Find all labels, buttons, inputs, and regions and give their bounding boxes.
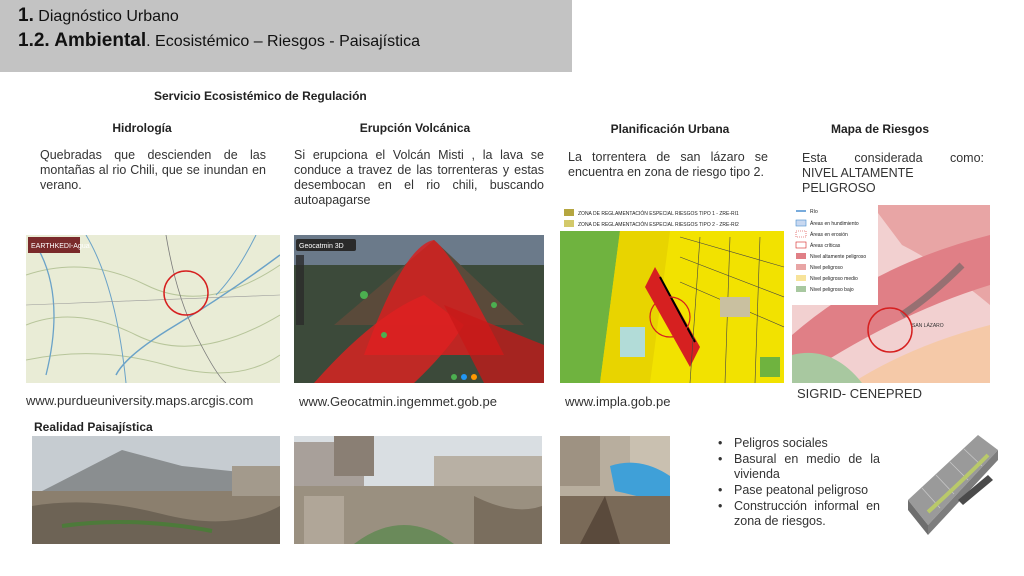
svg-text:Áreas en hundimiento: Áreas en hundimiento — [810, 221, 859, 227]
volcano-lava-map — [294, 235, 544, 383]
source-mapa-riesgos: SIGRID- CENEPRED — [797, 386, 922, 401]
landscape-photo-2 — [294, 436, 542, 544]
source-hidrologia: www.purdueuniversity.maps.arcgis.com — [26, 393, 254, 408]
title-erupcion: Erupción Volcánica — [359, 121, 471, 135]
title-hidrologia: Hidrología — [112, 121, 172, 135]
block-3d-illustration — [898, 430, 1006, 542]
title-mapa-riesgos: Mapa de Riesgos — [830, 122, 930, 136]
source-erupcion: www.Geocatmin.ingemmet.gob.pe — [299, 394, 497, 409]
svg-text:Río: Río — [810, 209, 818, 215]
hydrology-map — [26, 235, 280, 383]
landscape-photo-3 — [560, 436, 670, 544]
svg-text:Nivel altamente peligroso: Nivel altamente peligroso — [810, 254, 867, 260]
title-planificacion: Planificación Urbana — [610, 122, 730, 136]
desc-hidrologia: Quebradas que descienden de las montañas al rio Chili, que se inundan en verano. — [40, 148, 266, 192]
svg-text:Áreas en erosión: Áreas en erosión — [810, 232, 848, 238]
svg-text:Áreas críticas: Áreas críticas — [810, 243, 841, 249]
risk-map — [792, 205, 990, 383]
svg-text:EARTHKEDI-Agua: EARTHKEDI-Agua — [31, 243, 90, 250]
landscape-photo-1 — [32, 436, 280, 544]
svg-text:Geocatmin 3D: Geocatmin 3D — [299, 243, 344, 250]
realidad-title: Realidad Paisajística — [34, 420, 153, 434]
desc-planificacion: La torrentera de san lázaro se encuentra en zona de riesgo tipo 2. — [568, 150, 768, 179]
list-item: • Peligros sociales — [718, 436, 880, 451]
svg-text:Nivel peligroso bajo: Nivel peligroso bajo — [810, 287, 854, 293]
list-item: • Basural en medio de la vivienda — [718, 452, 880, 482]
list-item: • Construcción informal en zona de riesgos. — [718, 499, 880, 529]
svg-text:SAN LÁZARO: SAN LÁZARO — [912, 323, 944, 329]
observations-list — [718, 436, 880, 530]
source-planificacion: www.impla.gob.pe — [565, 394, 671, 409]
list-item: • Pase peatonal peligroso — [718, 483, 880, 498]
svg-text:Nivel peligroso: Nivel peligroso — [810, 265, 843, 271]
svg-text:ZONA DE REGLAMENTACIÓN ESPECIA: ZONA DE REGLAMENTACIÓN ESPECIAL RIESGOS TIPO 2 - ZRE-RI2 — [578, 222, 739, 228]
section-title: Servicio Ecosistémico de Regulación — [154, 89, 367, 103]
header-banner — [0, 0, 572, 72]
header-line-1: 1. Diagnóstico Urbano — [18, 5, 179, 26]
svg-text:Nivel peligroso medio: Nivel peligroso medio — [810, 276, 858, 282]
svg-text:ZONA DE REGLAMENTACIÓN ESPECIA: ZONA DE REGLAMENTACIÓN ESPECIAL RIESGOS TIPO 1 - ZRE-RI1 — [578, 211, 739, 217]
header-line-2: 1.2. Ambiental. Ecosistémico – Riesgos - Paisajística — [18, 30, 420, 51]
desc-mapa-riesgos: Esta considerada como: NIVEL ALTAMENTE PELIGROSO — [802, 151, 984, 195]
desc-erupcion: Si erupciona el Volcán Misti , la lava se conduce a travez de las torrenteras y estas desembocan en el rio chili, buscando autoapagarse — [294, 148, 544, 207]
urban-planning-map — [560, 207, 784, 383]
